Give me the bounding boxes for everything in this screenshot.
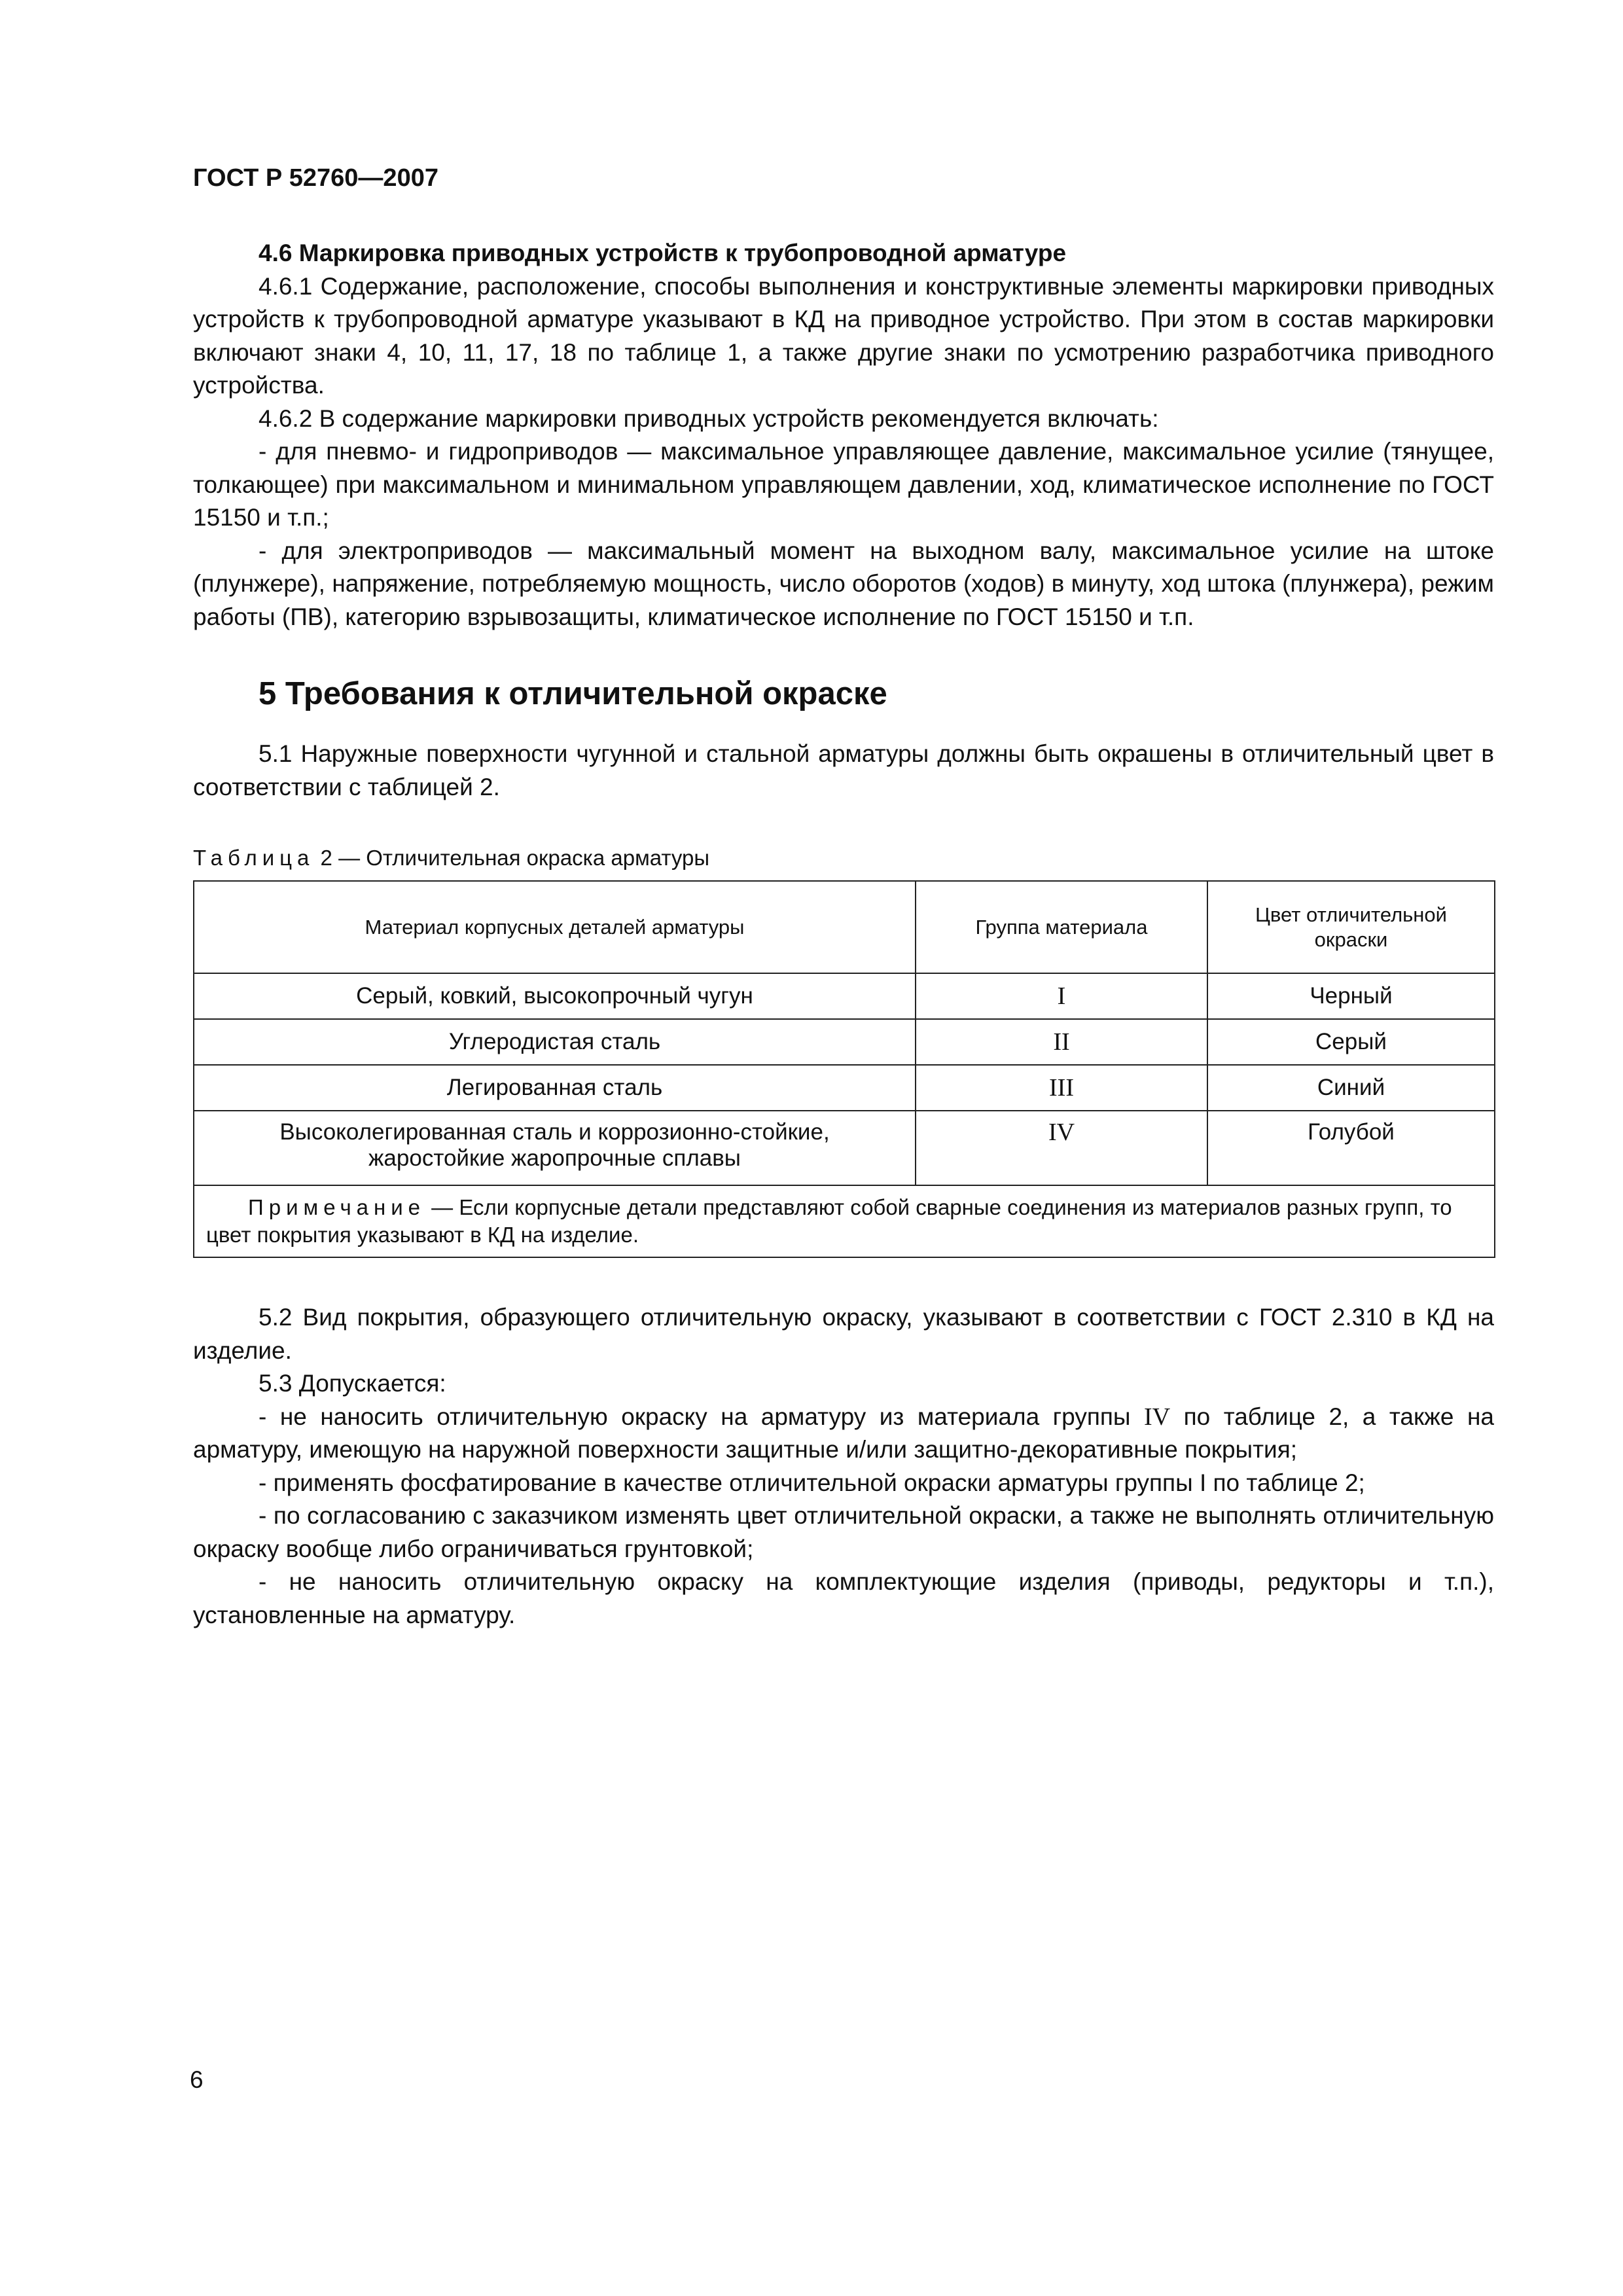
table-header-group: Группа материала [916, 881, 1207, 973]
table-header-material: Материал корпусных деталей арматуры [194, 881, 916, 973]
cell-material: Легированная сталь [194, 1065, 916, 1111]
cell-material [194, 1111, 916, 1185]
paragraph-5-3: 5.3 Допускается: [259, 1370, 446, 1397]
cell-color: Серый [1207, 1019, 1495, 1065]
table-row [194, 1111, 1495, 1185]
paragraph-5-2: 5.2 Вид покрытия, образующего отличительную окраску, указывают в соответствии с ГОСТ 2.310 в КД на изделие. [193, 1304, 1494, 1364]
paragraph-5-1: 5.1 Наружные поверхности чугунной и стальной арматуры должны быть окрашены в отличительный цвет в соответствии с таблицей 2. [193, 740, 1494, 800]
table-note-row [194, 1185, 1495, 1257]
cell-material: Углеродистая сталь [194, 1019, 916, 1065]
cell-group: II [916, 1019, 1207, 1065]
subsection-4-6-title: 4.6 Маркировка приводных устройств к трубопроводной арматуре [259, 240, 1067, 266]
section-5-continued [193, 1301, 1494, 1632]
table-caption [193, 845, 1494, 871]
table-header-row [194, 881, 1495, 973]
page-number: 6 [190, 2066, 204, 2093]
cell-material-line-2: жаростойкие жаропрочные сплавы [368, 1145, 741, 1171]
table-header-color: Цвет отличительной окраски [1207, 881, 1495, 973]
list-item-allowed-1-part-a: - не наносить отличительную окраску на арматуру из материала группы [259, 1403, 1144, 1430]
list-item-pneumatic: - для пневмо- и гидроприводов — максимальное управляющее давление, максимальное усилие (тянущее, толкающее) при максимальном и минимальном управляющем давлении, ход, климатическое исполнение по ГОСТ 15150 и т.п.; [193, 438, 1494, 531]
table-caption-label: Таблица [193, 846, 315, 870]
cell-color: Голубой [1207, 1111, 1495, 1185]
cell-color: Черный [1207, 973, 1495, 1019]
table-row [194, 973, 1495, 1019]
cell-material: Серый, ковкий, высокопрочный чугун [194, 973, 916, 1019]
cell-group: I [916, 973, 1207, 1019]
list-item-allowed-3: - по согласованию с заказчиком изменять цвет отличительной окраски, а также не выполнять отличительную окраску вообще либо ограничиваться грунтовкой; [193, 1502, 1494, 1562]
list-item-allowed-1 [193, 1401, 1494, 1467]
table-row [194, 1019, 1495, 1065]
table-note-label: Примечание [248, 1195, 426, 1219]
cell-group: III [916, 1065, 1207, 1111]
list-item-electric: - для электроприводов — максимальный момент на выходном валу, максимальное усилие на штоке (плунжере), напряжение, потребляемую мощность, число оборотов (ходов) в минуту, ход штока (плунжера), режим работы (ПВ), категорию взрывозащиты, климатическое исполнение по ГОСТ 15150 и т.п. [193, 537, 1494, 630]
section-5-title: 5 Требования к отличительной окраске [259, 676, 887, 711]
table-note [194, 1185, 1495, 1257]
cell-material-line-1: Высоколегированная сталь и коррозионно-стойкие, [279, 1119, 830, 1145]
paragraph-4-6-1: 4.6.1 Содержание, расположение, способы выполнения и конструктивные элементы маркировки приводных устройств к трубопроводной арматуре указывают в КД на приводное устройство. При этом в состав маркировки включают знаки 4, 10, 11, 17, 18 по таблице 1, а также другие знаки по усмотрению разработчика приводного устройства. [193, 272, 1494, 399]
list-item-allowed-4: - не наносить отличительную окраску на комплектующие изделия (приводы, редукторы и т.п.), установленные на арматуру. [193, 1568, 1494, 1628]
page-content [193, 237, 1494, 1632]
paragraph-4-6-2: 4.6.2 В содержание маркировки приводных устройств рекомендуется включать: [259, 404, 1159, 432]
list-item-allowed-2: - применять фосфатирование в качестве отличительной окраски арматуры группы I по таблице 2; [259, 1469, 1365, 1496]
roman-group-iv: IV [1143, 1403, 1171, 1431]
list-item-allowed-1-part-b: по таблице 2, а также на арматуру, имеющую на наружной поверхности защитные и/или защитно-декоративные покрытия; [193, 1403, 1494, 1463]
cell-color: Синий [1207, 1065, 1495, 1111]
table-row [194, 1065, 1495, 1111]
table-note-text: — Если корпусные детали представляют собой сварные соединения из материалов разных групп, то цвет покрытия указывают в КД на изделие. [206, 1195, 1452, 1247]
table-caption-text: 2 — Отличительная окраска арматуры [314, 846, 710, 870]
document-code: ГОСТ Р 52760—2007 [193, 164, 438, 192]
table-2 [193, 880, 1495, 1258]
cell-group: IV [916, 1111, 1207, 1185]
